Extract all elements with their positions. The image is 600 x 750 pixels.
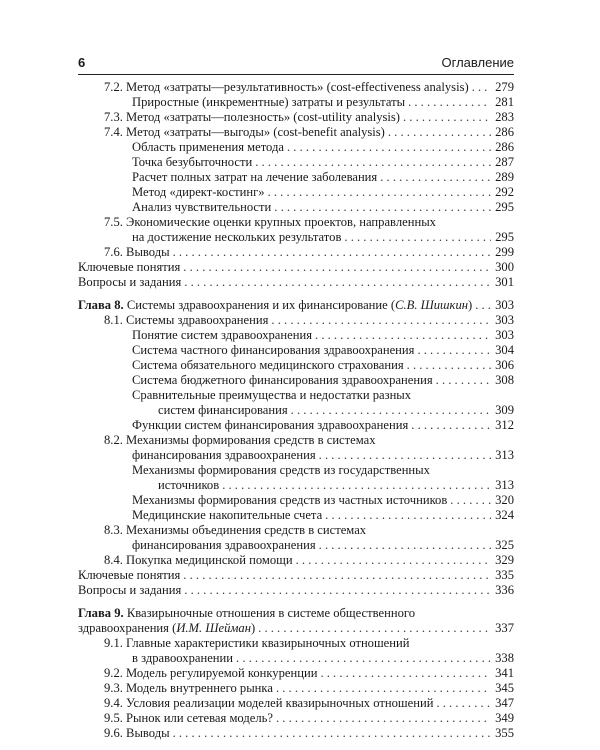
- toc-entry: [78, 373, 514, 388]
- toc-entry: [78, 328, 514, 343]
- toc-line: [78, 463, 514, 478]
- toc-page-number: 304: [495, 343, 514, 357]
- dot-leader: [320, 666, 491, 681]
- toc-line-continuation: [78, 448, 514, 463]
- dot-leader: [255, 155, 491, 170]
- toc-page-number: 345: [495, 681, 514, 695]
- author-name: С.В. Шишкин: [395, 298, 468, 312]
- toc-entry-title: [132, 328, 315, 343]
- toc-entry-text: Область применения метода: [132, 140, 284, 154]
- toc-entry-text: Системы здравоохранения и их финансирование (: [126, 298, 396, 312]
- toc-entry: [78, 666, 514, 681]
- toc-page-number: 325: [495, 538, 514, 552]
- toc-entry-text: Вопросы и задания: [78, 275, 182, 289]
- toc-entry: [78, 508, 514, 523]
- toc-entry-title: [104, 245, 173, 260]
- toc-entry: [78, 245, 514, 260]
- toc-entry: [78, 463, 514, 493]
- toc-page-number: 303: [495, 313, 514, 327]
- toc-entry: [78, 583, 514, 598]
- toc-entry-title: [78, 275, 184, 290]
- toc-entry-title: [132, 185, 268, 200]
- author-name: И.М. Шейман: [176, 621, 251, 635]
- toc-entry-text-cont: в здравоохранении: [132, 651, 234, 665]
- toc-entry-text: 7.4. Метод «затраты—выгоды» (cost-benefit analysis): [104, 125, 385, 139]
- dot-leader: [408, 95, 491, 110]
- toc-page-number: 295: [495, 230, 514, 244]
- toc-page-number: 300: [495, 260, 514, 274]
- toc-line: [78, 568, 514, 583]
- toc-entry-title: [104, 711, 276, 726]
- toc-entry-text: 8.3. Механизмы объединения средств в системах: [104, 523, 367, 537]
- toc-line: [78, 110, 514, 125]
- dot-leader: [258, 621, 491, 636]
- dot-leader: [222, 478, 491, 493]
- toc-page-number: 295: [495, 200, 514, 214]
- toc-entry-text: 9.3. Модель внутреннего рынка: [104, 681, 273, 695]
- toc-page-number: 303: [495, 328, 514, 342]
- toc-page-number: 313: [495, 448, 514, 462]
- toc-entry-title: [132, 493, 450, 508]
- toc-entry: [78, 433, 514, 463]
- toc-entry: [78, 553, 514, 568]
- toc-entry: [78, 80, 514, 95]
- toc-entry-text: Ключевые понятия: [78, 260, 181, 274]
- toc-entry-title-cont: [132, 448, 319, 463]
- toc-page-number: 308: [495, 373, 514, 387]
- toc-entry-text: Расчет полных затрат на лечение заболевания: [132, 170, 378, 184]
- dot-leader: [183, 260, 491, 275]
- toc-entry-text: 9.2. Модель регулируемой конкуренции: [104, 666, 318, 680]
- toc-line: [78, 185, 514, 200]
- toc-page-number: 335: [495, 568, 514, 582]
- toc-line: [78, 433, 514, 448]
- toc-entry: [78, 493, 514, 508]
- toc-entry-title: [104, 666, 320, 681]
- dot-leader: [388, 125, 491, 140]
- dot-leader: [296, 553, 492, 568]
- dot-leader: [276, 711, 491, 726]
- toc-entry-title: [78, 568, 183, 583]
- toc-entry: [78, 388, 514, 418]
- dot-leader: [173, 245, 492, 260]
- toc-page-number: 329: [495, 553, 514, 567]
- toc-entry-text: 8.4. Покупка медицинской помощи: [104, 553, 293, 567]
- section-gap: [78, 290, 514, 298]
- toc-entry: [78, 343, 514, 358]
- toc-entry: [78, 215, 514, 245]
- toc-entry-title: [132, 95, 408, 110]
- page-header: [78, 55, 514, 71]
- toc-line: [78, 155, 514, 170]
- dot-leader: [276, 681, 491, 696]
- toc-entry-title: [132, 358, 407, 373]
- toc-line: [78, 275, 514, 290]
- toc-entry-text-cont: систем финансирования: [158, 403, 288, 417]
- toc-entry: [78, 313, 514, 328]
- toc-page-number: 281: [495, 95, 514, 109]
- dot-leader: [274, 200, 491, 215]
- toc-entry-title-cont: [132, 651, 236, 666]
- toc-page-number: 309: [495, 403, 514, 417]
- toc-entry: [78, 418, 514, 433]
- toc-entry-title: [104, 433, 376, 447]
- toc-line: [78, 636, 514, 651]
- dot-leader: [472, 80, 491, 95]
- toc-page-number: 320: [495, 493, 514, 507]
- toc-entry-text: Механизмы формирования средств из государственных: [132, 463, 430, 477]
- dot-leader: [417, 343, 491, 358]
- toc-line: [78, 125, 514, 140]
- toc-entry-title: [132, 140, 287, 155]
- toc-entry: [78, 696, 514, 711]
- dot-leader: [436, 696, 491, 711]
- toc-line: [78, 418, 514, 433]
- toc-page-number: 349: [495, 711, 514, 725]
- toc-entry-text: Метод «директ-костинг»: [132, 185, 265, 199]
- chapter-number: Глава 9.: [78, 606, 124, 620]
- toc-entry-text: 9.6. Выводы: [104, 726, 170, 740]
- dot-leader: [411, 418, 491, 433]
- toc-entry: [78, 523, 514, 553]
- toc-entry-title: [78, 260, 183, 275]
- dot-leader: [184, 275, 491, 290]
- toc-line: [78, 508, 514, 523]
- toc-line: [78, 373, 514, 388]
- toc-entry: [78, 726, 514, 741]
- toc-entry-title: [104, 313, 271, 328]
- toc-entry-text: Квазирыночные отношения в системе общественного: [126, 606, 416, 620]
- toc-page-number: 336: [495, 583, 514, 597]
- toc-entry-text: Система бюджетного финансирования здравоохранения: [132, 373, 433, 387]
- toc-entry-text-cont: на достижение нескольких результатов: [132, 230, 342, 244]
- toc-entry-text: Вопросы и задания: [78, 583, 182, 597]
- toc-entry-text: Точка безубыточности: [132, 155, 253, 169]
- toc-line-continuation: [78, 478, 514, 493]
- toc-page-number: 286: [495, 125, 514, 139]
- toc-page-number: 347: [495, 696, 514, 710]
- toc-line: [78, 681, 514, 696]
- toc-page-number: 337: [495, 621, 514, 635]
- toc-entry-title: [78, 606, 415, 620]
- toc-line: [78, 523, 514, 538]
- toc-page-number: 324: [495, 508, 514, 522]
- dot-leader: [291, 403, 491, 418]
- toc-entry: [78, 185, 514, 200]
- toc-line: [78, 245, 514, 260]
- toc-entry-text-cont: финансирования здравоохранения: [132, 448, 316, 462]
- toc-page-number: 286: [495, 140, 514, 154]
- toc-entry-text: Сравнительные преимущества и недостатки разных: [132, 388, 412, 402]
- toc-page-number: 283: [495, 110, 514, 124]
- toc-line: [78, 696, 514, 711]
- toc-entry-title: [78, 583, 184, 598]
- page-number: 6: [78, 55, 86, 70]
- toc-line-continuation: [78, 651, 514, 666]
- toc-chapter-entry: [78, 298, 514, 313]
- toc-entry: [78, 275, 514, 290]
- toc-entry-title: [132, 155, 255, 170]
- toc-entry: [78, 636, 514, 666]
- dot-leader: [287, 140, 491, 155]
- toc-entry-title: [132, 388, 411, 402]
- toc-line: [78, 328, 514, 343]
- toc-entry-text-cont: источников: [158, 478, 220, 492]
- toc-entry-title: [132, 343, 417, 358]
- toc-entry: [78, 125, 514, 140]
- toc-line: [78, 666, 514, 681]
- toc-line: [78, 726, 514, 741]
- toc-line: [78, 553, 514, 568]
- dot-leader: [268, 185, 492, 200]
- toc-line: [78, 80, 514, 95]
- dot-leader: [271, 313, 491, 328]
- toc-entry-title-cont: [132, 230, 344, 245]
- toc-entry-title: [104, 215, 436, 229]
- toc-page-number: 287: [495, 155, 514, 169]
- toc-entry-title: [104, 726, 173, 741]
- dot-leader: [319, 538, 491, 553]
- toc-entry-text: 7.3. Метод «затраты—полезность» (cost-utility analysis): [104, 110, 400, 124]
- toc-entry-title: [132, 418, 411, 433]
- toc-entry-text: 9.4. Условия реализации моделей квазирыночных отношений: [104, 696, 434, 710]
- toc-entry-title: [132, 170, 380, 185]
- dot-leader: [183, 568, 491, 583]
- toc-chapter-entry: [78, 606, 514, 636]
- toc-entry-title: [104, 681, 276, 696]
- toc-page-number: 303: [495, 298, 514, 312]
- toc-line: [78, 313, 514, 328]
- toc-entry-text: Медицинские накопительные счета: [132, 508, 323, 522]
- toc-entry-text: Приростные (инкрементные) затраты и результаты: [132, 95, 406, 109]
- toc-entry: [78, 711, 514, 726]
- dot-leader: [315, 328, 491, 343]
- closing-paren: ): [468, 298, 473, 312]
- toc-line: [78, 711, 514, 726]
- toc-line: [78, 200, 514, 215]
- dot-leader: [236, 651, 491, 666]
- dot-leader: [436, 373, 491, 388]
- toc-page-number: 338: [495, 651, 514, 665]
- dot-leader: [344, 230, 491, 245]
- toc-entry-title-cont: [132, 538, 319, 553]
- table-of-contents: [78, 80, 514, 741]
- toc-entry: [78, 155, 514, 170]
- toc-entry: [78, 110, 514, 125]
- toc-line-continuation: [78, 538, 514, 553]
- toc-line: [78, 170, 514, 185]
- toc-line: [78, 298, 514, 313]
- dot-leader: [325, 508, 491, 523]
- toc-entry-title: [104, 125, 388, 140]
- toc-entry-title: [132, 463, 430, 477]
- toc-entry: [78, 568, 514, 583]
- toc-page-number: 292: [495, 185, 514, 199]
- dot-leader: [475, 298, 491, 313]
- toc-page-number: 313: [495, 478, 514, 492]
- toc-page-number: 355: [495, 726, 514, 740]
- toc-line-continuation: [78, 403, 514, 418]
- toc-entry-title: [104, 553, 296, 568]
- dot-leader: [380, 170, 491, 185]
- toc-entry-text: Механизмы формирования средств из частных источников: [132, 493, 448, 507]
- toc-entry-text: 7.2. Метод «затраты—результативность» (cost-effectiveness analysis): [104, 80, 469, 94]
- toc-entry-text: Понятие систем здравоохранения: [132, 328, 313, 342]
- toc-entry: [78, 358, 514, 373]
- toc-entry-title-cont: [158, 478, 222, 493]
- dot-leader: [319, 448, 491, 463]
- toc-page-number: 289: [495, 170, 514, 184]
- toc-page-number: 341: [495, 666, 514, 680]
- toc-entry-text: 8.2. Механизмы формирования средств в системах: [104, 433, 376, 447]
- toc-line: [78, 358, 514, 373]
- toc-line: [78, 493, 514, 508]
- toc-entry-text-cont: здравоохранения (: [78, 621, 177, 635]
- toc-line: [78, 260, 514, 275]
- toc-entry: [78, 140, 514, 155]
- toc-line: [78, 606, 514, 621]
- toc-entry: [78, 200, 514, 215]
- toc-entry-title-cont: [78, 621, 258, 636]
- toc-entry-title: [132, 200, 274, 215]
- toc-line-continuation: [78, 621, 514, 636]
- toc-page-number: 306: [495, 358, 514, 372]
- toc-page-number: 312: [495, 418, 514, 432]
- toc-line-continuation: [78, 230, 514, 245]
- toc-page-number: 279: [495, 80, 514, 94]
- toc-entry-title: [132, 373, 436, 388]
- toc-page-number: 301: [495, 275, 514, 289]
- dot-leader: [403, 110, 491, 125]
- toc-entry-text: 7.6. Выводы: [104, 245, 170, 259]
- toc-entry-text: Функции систем финансирования здравоохранения: [132, 418, 409, 432]
- toc-entry: [78, 681, 514, 696]
- toc-entry-text: Система частного финансирования здравоохранения: [132, 343, 415, 357]
- toc-entry: [78, 95, 514, 110]
- toc-page-number: 299: [495, 245, 514, 259]
- toc-entry-title: [104, 110, 403, 125]
- toc-line: [78, 215, 514, 230]
- toc-entry-title: [104, 636, 410, 650]
- toc-line: [78, 140, 514, 155]
- toc-line: [78, 388, 514, 403]
- toc-entry-title: [78, 298, 475, 313]
- toc-entry-title-cont: [158, 403, 291, 418]
- toc-entry: [78, 260, 514, 275]
- toc-entry-text-cont: финансирования здравоохранения: [132, 538, 316, 552]
- toc-entry-title: [104, 80, 472, 95]
- dot-leader: [450, 493, 491, 508]
- header-rule: [78, 74, 514, 75]
- running-title: Оглавление: [441, 55, 514, 70]
- toc-entry-text: 8.1. Системы здравоохранения: [104, 313, 269, 327]
- toc-entry-title: [104, 523, 366, 537]
- toc-entry-title: [104, 696, 436, 711]
- toc-line: [78, 583, 514, 598]
- toc-line: [78, 95, 514, 110]
- closing-paren: ): [250, 621, 256, 635]
- section-gap: [78, 598, 514, 606]
- dot-leader: [407, 358, 491, 373]
- toc-entry-title: [132, 508, 325, 523]
- toc-entry-text: 9.5. Рынок или сетевая модель?: [104, 711, 273, 725]
- toc-entry-text: Ключевые понятия: [78, 568, 181, 582]
- toc-entry-text: 7.5. Экономические оценки крупных проектов, направленных: [104, 215, 436, 229]
- toc-line: [78, 343, 514, 358]
- dot-leader: [184, 583, 491, 598]
- chapter-number: Глава 8.: [78, 298, 124, 312]
- toc-entry-text: Анализ чувствительности: [132, 200, 272, 214]
- toc-entry: [78, 170, 514, 185]
- toc-entry-text: 9.1. Главные характеристики квазирыночных отношений: [104, 636, 410, 650]
- toc-entry-text: Система обязательного медицинского страхования: [132, 358, 404, 372]
- dot-leader: [173, 726, 492, 741]
